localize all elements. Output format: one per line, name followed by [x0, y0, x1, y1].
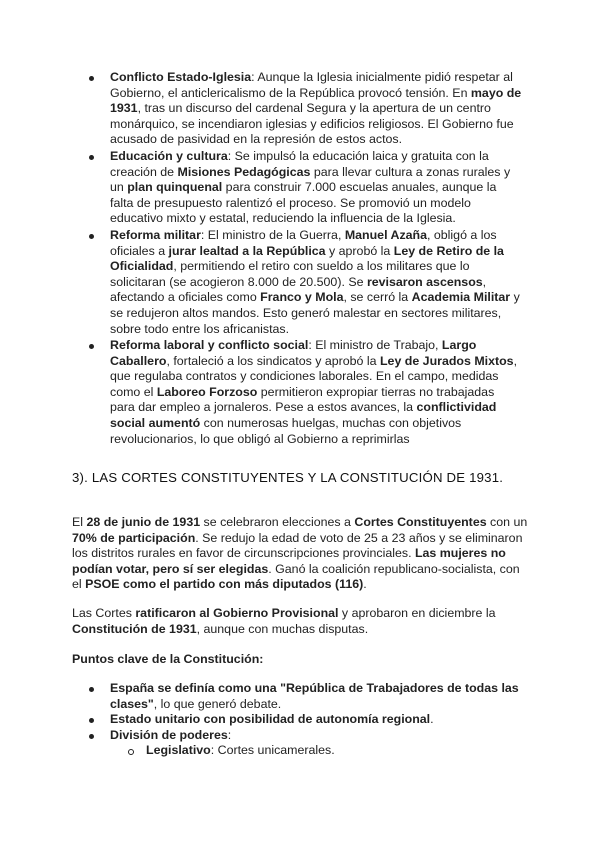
bold-text: Ley de Retiro de la Oficialidad — [110, 243, 504, 274]
key-point-republica — [110, 681, 522, 712]
bold-text: Academia Militar — [411, 290, 511, 305]
bold-text: Manuel Azaña — [344, 227, 427, 242]
bold-text: Cortes Constituyentes — [354, 515, 487, 529]
bold-text: Franco y Mola — [260, 290, 344, 305]
bold-text: Legislativo — [146, 743, 211, 758]
bullet-conflicto-estado-iglesia — [110, 70, 522, 148]
bullet-reforma-militar — [110, 228, 522, 337]
bullet-text: Reforma militar: El ministro de la Guerra, Manuel Azaña, obligó a los oficiales a jurar lealtad a la República y aprobó la Ley de Retiro de la Oficialidad, permitiendo el retiro con sueldo a los militares que lo solicitaran (se acogieron 8.000 de 20.500). Se revisaron ascensos, afectando a oficiales como Franco y Mola, se cerró la Academia Militar y se redujeron altos mandos. Esto generó malestar en sectores militares, sobre todo entre los africanistas. — [110, 227, 520, 336]
key-point-estado-unitario — [110, 712, 522, 728]
bullet-text: División de poderes: — [110, 727, 232, 742]
bullet-educacion-cultura — [110, 149, 522, 227]
bullet-dot-icon — [89, 155, 94, 160]
bullet-text: España se definía como una "República de Trabajadores de todas las clases", lo que generó debate. — [110, 681, 519, 711]
bold-text: revisaron ascensos — [366, 274, 483, 289]
bold-text: Conflicto Estado-Iglesia — [110, 70, 252, 84]
section-heading: 3). LAS CORTES CONSTITUYENTES Y LA CONSTITUCIÓN DE 1931. — [72, 470, 504, 485]
bold-text: Largo Caballero — [110, 338, 477, 368]
bold-text: conflictividad social aumentó — [110, 400, 497, 431]
bold-text: Reforma militar — [110, 227, 201, 242]
bold-text: Educación y cultura — [110, 148, 228, 163]
bullet-circle-icon — [128, 749, 134, 755]
bullet-text: Legislativo: Cortes unicamerales. — [146, 743, 335, 758]
bold-text: Constitución de 1931 — [72, 621, 197, 636]
key-points-list — [110, 681, 522, 759]
bullet-dot-icon — [89, 76, 94, 81]
reforms-bullet-list — [110, 70, 522, 448]
bold-text: España se definía como una "República de Trabajadores de todas las clases" — [110, 681, 519, 711]
bold-text: ratificaron al Gobierno Provisional — [135, 606, 339, 620]
bold-text: Ley de Jurados Mixtos — [379, 353, 514, 368]
bullet-dot-icon — [89, 344, 94, 349]
bullet-text: Educación y cultura: Se impulsó la educación laica y gratuita con la creación de Misiones Pedagógicas para llevar cultura a zonas rurales y un plan quinquenal para construir 7.000 escuelas anuales, aunque la falta de presupuesto ralentizó el proceso. Se promovió un modelo educativo mixto y estatal, reduciendo la influencia de la Iglesia. — [110, 148, 511, 226]
bullet-dot-icon — [89, 687, 94, 692]
bullet-text: Estado unitario con posibilidad de autonomía regional. — [110, 712, 434, 727]
bold-text: Laboreo Forzoso — [156, 384, 258, 399]
powers-sub-list — [110, 743, 522, 759]
bold-text: Reforma laboral y conflicto social — [110, 338, 309, 353]
elections-paragraph: El 28 de junio de 1931 se celebraron elecciones a Cortes Constituyentes con un 70% de participación. Se redujo la edad de voto de 25 a 23 años y se eliminaron los distritos rurales en favor de circunscripciones provinciales. Las mujeres no podían votar, pero sí ser elegidas. Ganó la coalición republicano-socialista, con el PSOE como el partido con más diputados (116). — [72, 515, 528, 592]
bullet-dot-icon — [89, 234, 94, 239]
bold-text: Las mujeres no podían votar, pero sí ser elegidas — [72, 546, 506, 576]
bullet-text: Reforma laboral y conflicto social: El ministro de Trabajo, Largo Caballero, fortaleció a los sindicatos y aprobó la Ley de Jurados Mixtos, que regulaba contratos y condiciones laborales. En el campo, medidas como el Laboreo Forzoso permitieron expropiar tierras no trabajadas para dar empleo a jornaleros. Pese a estos avances, la conflictividad social aumentó con numerosas huelgas, muchas con objetivos revolucionarios, lo que obligó al Gobierno a reprimirlas — [110, 338, 518, 446]
bold-text: 28 de junio de 1931 — [86, 515, 201, 529]
bullet-reforma-laboral — [110, 338, 522, 447]
bold-text: 70% de participación — [72, 530, 196, 545]
bold-text: plan quinquenal — [127, 180, 223, 195]
key-point-division-poderes — [110, 728, 522, 759]
bullet-dot-icon — [89, 734, 94, 739]
bold-text: Misiones Pedagógicas — [177, 164, 311, 179]
bold-text: Estado unitario con posibilidad de autonomía regional — [110, 712, 431, 727]
bullet-text: Conflicto Estado-Iglesia: Aunque la Iglesia inicialmente pidió respetar al Gobierno, el anticlericalismo de la República provocó tensión. En mayo de 1931, tras un discurso del cardenal Segura y la apertura de un centro monárquico, se incendiaron iglesias y edificios religiosos. El Gobierno fue acusado de pasividad en la represión de estos actos. — [110, 70, 522, 147]
bold-text: mayo de 1931 — [110, 85, 522, 116]
bold-text: División de poderes — [110, 727, 228, 742]
bold-text: jurar lealtad a la República — [168, 243, 326, 258]
sub-point-legislativo — [146, 743, 522, 759]
cortes-paragraph: Las Cortes ratificaron al Gobierno Provisional y aprobaron en diciembre la Constitución de 1931, aunque con muchas disputas. — [72, 606, 496, 636]
bold-text: PSOE como el partido con más diputados (116) — [85, 577, 364, 592]
key-points-title: Puntos clave de la Constitución: — [72, 652, 264, 666]
bullet-dot-icon — [89, 718, 94, 723]
